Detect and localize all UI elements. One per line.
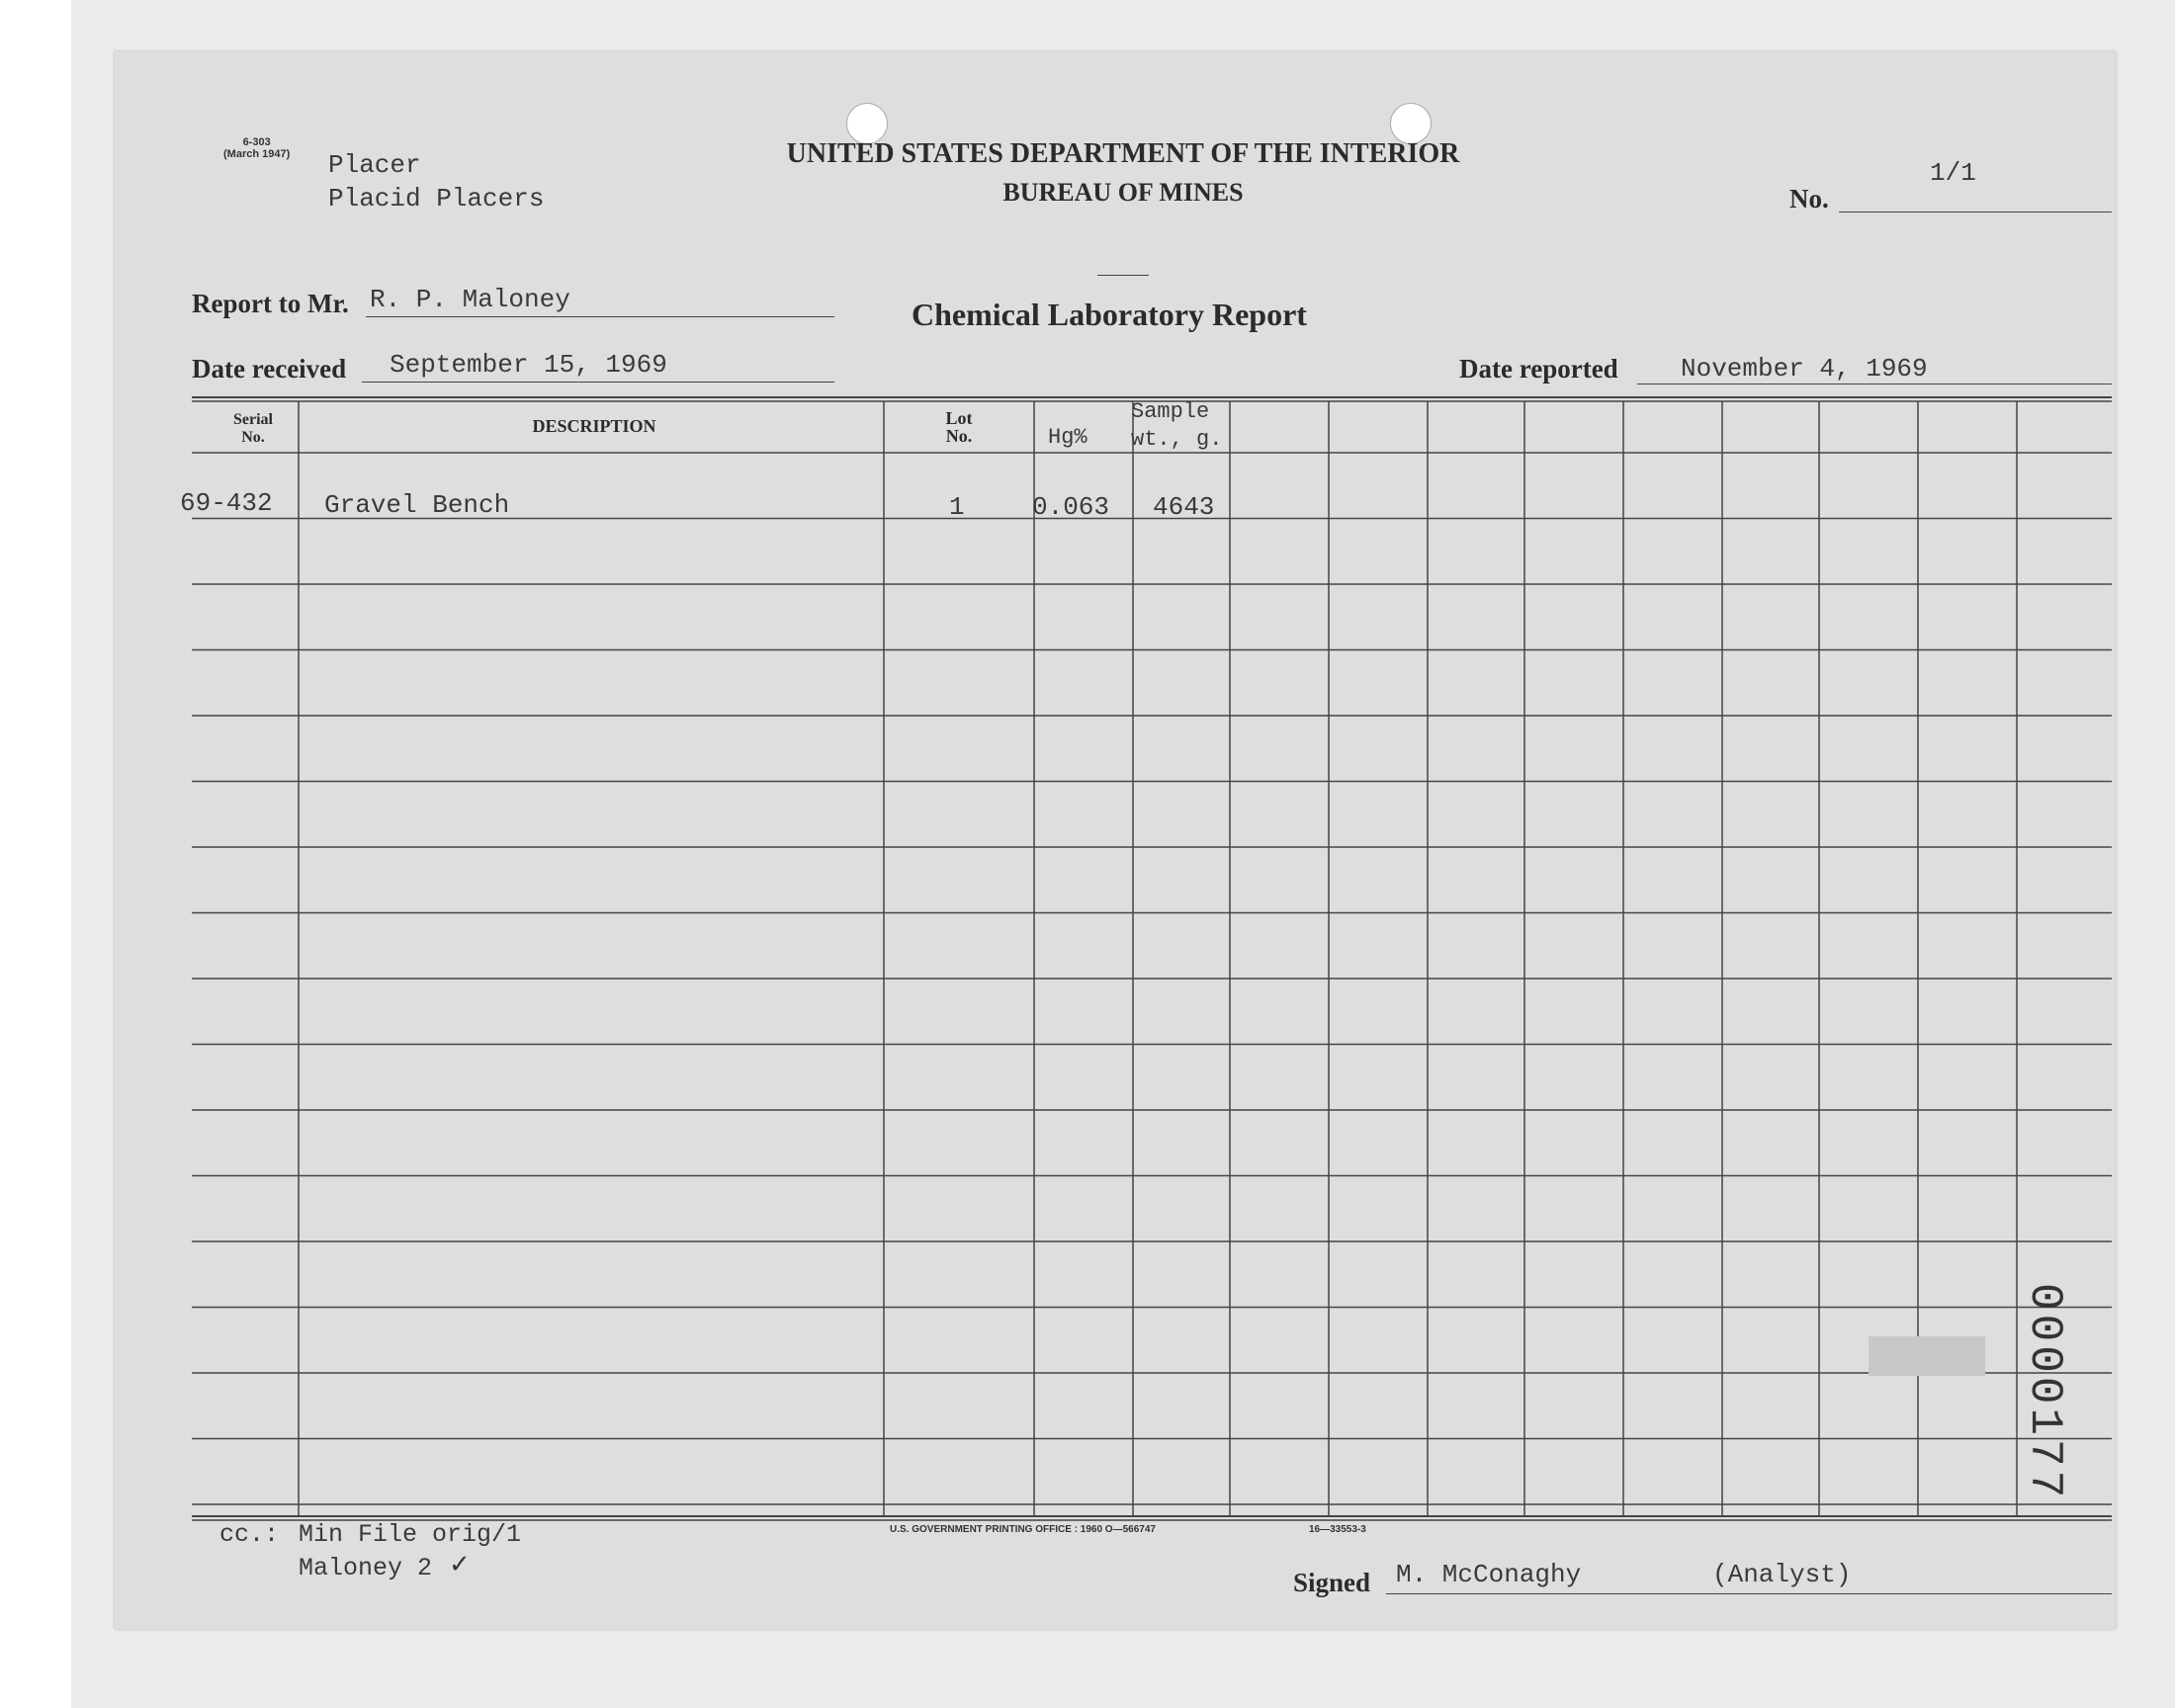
report-title: Chemical Laboratory Report — [912, 297, 1307, 332]
date-reported-value: November 4, 1969 — [1681, 354, 1928, 384]
signed-underline — [1386, 1593, 2112, 1594]
analyst-label: (Analyst) — [1712, 1560, 1852, 1589]
column-header-serial: Serial No. — [233, 411, 273, 446]
date-received-label: Date received — [192, 354, 347, 384]
print-code: 16—33553-3 — [1309, 1524, 1366, 1535]
scan-margin — [0, 0, 71, 1708]
report-to-label: Report to Mr. — [192, 289, 349, 318]
cc-line-2: Maloney 2 — [299, 1554, 433, 1582]
form-number: 6-303 — [242, 136, 271, 148]
row-1-description: Gravel Bench — [324, 490, 510, 520]
report-to-value: R. P. Maloney — [370, 285, 570, 314]
no-value: 1/1 — [1930, 158, 1976, 188]
report-to-underline — [366, 316, 834, 317]
row-1-serial: 69-432 — [180, 488, 273, 518]
heading-divider — [1097, 275, 1149, 276]
stamp-number: 0000177 — [2019, 1283, 2070, 1502]
stamp-smudge — [1869, 1336, 1985, 1376]
column-header-hg: Hg% — [1048, 425, 1088, 450]
cc-line-1: Min File orig/1 — [299, 1520, 522, 1549]
printing-office: U.S. GOVERNMENT PRINTING OFFICE : 1960 O—566747 — [890, 1524, 1156, 1535]
column-header-sample-line1: Sample — [1131, 399, 1210, 424]
cc-label: cc.: — [219, 1520, 280, 1549]
form-number-block — [223, 136, 290, 160]
row-1-sample-wt: 4643 — [1153, 492, 1215, 522]
row-1-lot: 1 — [949, 492, 965, 522]
no-underline — [1839, 212, 2112, 213]
date-reported-label: Date reported — [1459, 354, 1618, 384]
form-date: (March 1947) — [223, 148, 291, 160]
header-line-2: Placid Placers — [328, 184, 545, 214]
header-line-1: Placer — [328, 150, 421, 180]
checkmark-icon: ✓ — [449, 1550, 471, 1579]
no-label: No. — [1789, 184, 1829, 214]
lab-report-sheet — [115, 51, 2116, 1629]
column-header-description: DESCRIPTION — [532, 416, 656, 436]
department-heading: UNITED STATES DEPARTMENT OF THE INTERIOR — [786, 138, 1460, 169]
row-1-hg: 0.063 — [1032, 492, 1110, 522]
signed-label: Signed — [1293, 1568, 1371, 1597]
column-header-sample-line2: wt., g. — [1131, 427, 1223, 452]
date-received-value: September 15, 1969 — [390, 350, 667, 380]
signed-value: M. McConaghy — [1396, 1560, 1582, 1589]
bureau-heading: BUREAU OF MINES — [1002, 178, 1244, 207]
column-header-lot: Lot No. — [945, 408, 973, 446]
date-received-underline — [362, 382, 834, 383]
